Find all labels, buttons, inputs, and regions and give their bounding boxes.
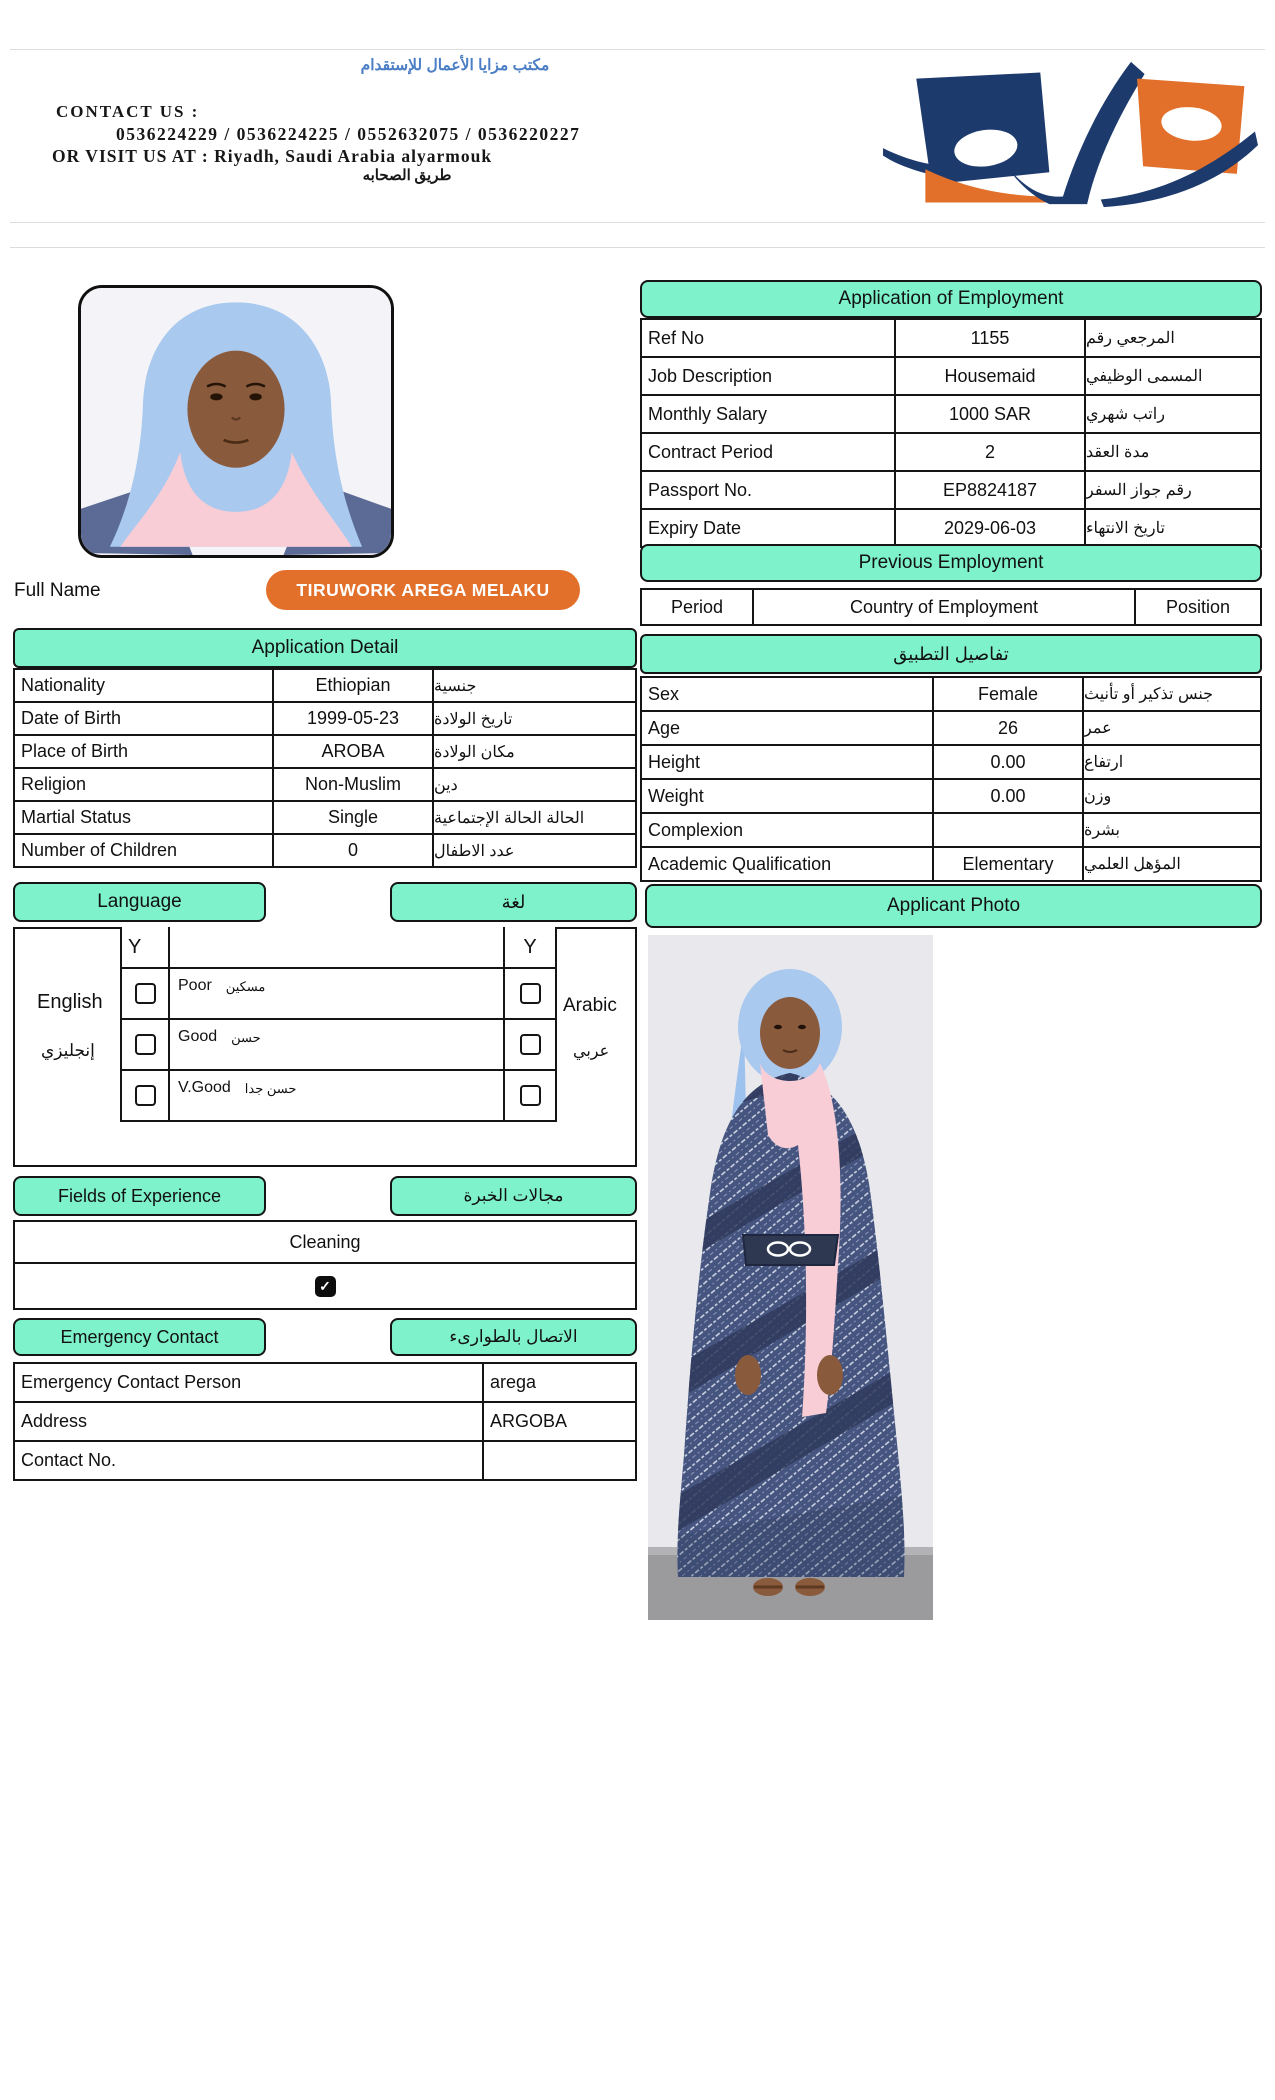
- english-vgood-checkbox[interactable]: [135, 1085, 156, 1106]
- field-label-arabic: مكان الولادة: [432, 736, 635, 767]
- language-box: [13, 927, 637, 1167]
- field-label-arabic: الحالة الحالة الإجتماعية: [432, 802, 635, 833]
- contact-phones: 0536224229 / 0536224225 / 0552632075 / 0536220227: [116, 124, 581, 144]
- level-label: Poor: [178, 977, 212, 994]
- field-label: Height: [648, 751, 701, 772]
- level-label: V.Good: [178, 1079, 231, 1096]
- field-value: arega: [482, 1364, 635, 1401]
- field-value: Female: [932, 678, 1082, 710]
- english-language-label: English: [37, 991, 103, 1013]
- header-divider-1: [10, 222, 1265, 223]
- field-value: 0.00: [932, 746, 1082, 778]
- field-label: Martial Status: [21, 807, 132, 827]
- level-label-cell: [168, 1020, 503, 1069]
- table-row: [642, 710, 1260, 744]
- field-label-arabic: جنس تذكير أو تأنيث: [1082, 678, 1260, 710]
- table-row: [15, 1401, 635, 1440]
- application-detail-table-right: [640, 676, 1262, 882]
- experience-checkbox-checked[interactable]: ✓: [315, 1276, 336, 1297]
- table-row: [642, 432, 1260, 470]
- field-label-arabic: عدد الاطفال: [432, 835, 635, 866]
- field-label-arabic: وزن: [1082, 780, 1260, 812]
- field-label: Date of Birth: [21, 708, 122, 728]
- applicant-fullbody-photo: [648, 935, 933, 1620]
- field-label: Weight: [648, 785, 704, 806]
- fullbody-graphic: [648, 935, 933, 1620]
- field-label: Monthly Salary: [648, 403, 768, 424]
- field-value: Elementary: [932, 848, 1082, 880]
- experience-field: Cleaning: [289, 1231, 361, 1252]
- field-label-arabic: رقم جواز السفر: [1084, 472, 1260, 508]
- arabic-vgood-cell: [503, 1071, 555, 1120]
- agency-name-arabic: مكتب مزايا الأعمال للإستقدام: [360, 57, 550, 74]
- experience-table: [13, 1220, 637, 1310]
- application-detail-table: [13, 668, 637, 868]
- field-value: Single: [272, 802, 432, 833]
- table-row: [15, 833, 635, 866]
- level-label: Good: [178, 1028, 218, 1045]
- table-row: [642, 744, 1260, 778]
- language-level-row: [122, 1018, 555, 1069]
- arabic-vgood-checkbox[interactable]: [520, 1085, 541, 1106]
- field-label: Emergency Contact Person: [21, 1372, 242, 1392]
- english-language-label-arabic: إنجليزي: [41, 1041, 95, 1060]
- field-value: 1155: [894, 320, 1084, 356]
- field-label-arabic: مدة العقد: [1084, 434, 1260, 470]
- agency-logo: [880, 52, 1258, 214]
- table-row: [642, 678, 1260, 710]
- field-label-arabic: ارتفاع: [1082, 746, 1260, 778]
- language-header-ar: لغة: [390, 882, 637, 922]
- level-label-cell: [168, 1071, 503, 1120]
- field-label: Complexion: [648, 819, 744, 840]
- language-table-header-row: [122, 927, 555, 967]
- field-label: Contract Period: [648, 441, 774, 462]
- english-yes-column-header: Y: [128, 935, 142, 958]
- table-row: [15, 1364, 635, 1401]
- field-label-arabic: تاريخ الانتهاء: [1084, 510, 1260, 546]
- field-label-arabic: المؤهل العلمي: [1082, 848, 1260, 880]
- employment-table: [640, 318, 1262, 548]
- table-row: [642, 778, 1260, 812]
- level-label-arabic: حسن جدا: [244, 1081, 297, 1096]
- language-header-en: Language: [13, 882, 266, 922]
- table-row: [642, 470, 1260, 508]
- applicant-photo-header: Applicant Photo: [645, 884, 1262, 928]
- agency-logo-graphic: [880, 52, 1258, 214]
- field-label: Number of Children: [21, 840, 178, 860]
- visit-address: OR VISIT US AT : Riyadh, Saudi Arabia alyarmouk: [52, 146, 493, 166]
- table-row: [642, 812, 1260, 846]
- previous-employment-table: [640, 588, 1262, 626]
- header-divider-2: [10, 247, 1265, 248]
- field-label-arabic: المسمى الوظيفي: [1084, 358, 1260, 394]
- experience-field-row: [15, 1222, 635, 1262]
- field-value: 0: [272, 835, 432, 866]
- field-value: [932, 814, 1082, 846]
- field-value: 2: [894, 434, 1084, 470]
- language-level-row: [122, 1069, 555, 1120]
- contact-us-label: CONTACT US :: [56, 102, 200, 121]
- field-value: AROBA: [272, 736, 432, 767]
- field-label: Address: [21, 1411, 88, 1431]
- field-value: 0.00: [932, 780, 1082, 812]
- application-detail-header: Application Detail: [13, 628, 637, 668]
- field-label: Nationality: [21, 675, 106, 695]
- field-value: Non-Muslim: [272, 769, 432, 800]
- field-value: 26: [932, 712, 1082, 744]
- field-value: Housemaid: [894, 358, 1084, 394]
- english-good-cell: [122, 1020, 168, 1069]
- field-value: ARGOBA: [482, 1403, 635, 1440]
- field-label-arabic: راتب شهري: [1084, 396, 1260, 432]
- experience-check-row: [15, 1262, 635, 1308]
- application-detail-header-arabic: تفاصيل التطبيق: [640, 634, 1262, 674]
- arabic-language-label: Arabic: [563, 995, 617, 1016]
- column-header-period: Period: [670, 596, 724, 617]
- table-row: [642, 846, 1260, 880]
- applicant-portrait-photo: [78, 285, 394, 558]
- field-label: Contact No.: [21, 1450, 117, 1470]
- field-label: Ref No: [648, 327, 705, 348]
- experience-header-ar: مجالات الخبرة: [390, 1176, 637, 1216]
- arabic-language-label-arabic: عربي: [573, 1043, 610, 1060]
- field-label: Sex: [648, 683, 680, 704]
- top-divider: [10, 49, 1265, 50]
- table-row: [15, 670, 635, 701]
- level-spacer-cell: [168, 927, 503, 967]
- english-poor-checkbox[interactable]: [135, 983, 156, 1004]
- field-label-arabic: تاريخ الولادة: [432, 703, 635, 734]
- level-label-arabic: حسن: [231, 1030, 261, 1045]
- language-levels-table: [120, 927, 557, 1122]
- table-row: [15, 701, 635, 734]
- table-row: [642, 320, 1260, 356]
- english-vgood-cell: [122, 1071, 168, 1120]
- arabic-poor-checkbox[interactable]: [520, 983, 541, 1004]
- field-value: EP8824187: [894, 472, 1084, 508]
- field-value: Ethiopian: [272, 670, 432, 701]
- field-label: Place of Birth: [21, 741, 129, 761]
- full-name-value: TIRUWORK AREGA MELAKU: [266, 570, 580, 610]
- emergency-table: [13, 1362, 637, 1481]
- experience-check-cell: [15, 1264, 635, 1308]
- employment-section-header: Application of Employment: [640, 280, 1262, 318]
- field-label: Expiry Date: [648, 517, 742, 538]
- table-row: [642, 508, 1260, 546]
- table-row: [642, 394, 1260, 432]
- field-label-arabic: جنسية: [432, 670, 635, 701]
- column-header-country: Country of Employment: [752, 590, 1134, 624]
- table-header-row: [642, 590, 1260, 624]
- visit-address-arabic: طريق الصحابه: [362, 168, 452, 184]
- language-level-row: [122, 967, 555, 1018]
- level-label-cell: [168, 969, 503, 1018]
- level-label-arabic: مسكين: [225, 979, 266, 994]
- field-value: [482, 1442, 635, 1479]
- previous-employment-header: Previous Employment: [640, 544, 1262, 582]
- field-label: Academic Qualification: [648, 853, 832, 874]
- table-row: [15, 800, 635, 833]
- column-header-position: Position: [1134, 590, 1260, 624]
- field-label-arabic: دين: [432, 769, 635, 800]
- english-poor-cell: [122, 969, 168, 1018]
- table-row: [15, 767, 635, 800]
- table-row: [642, 356, 1260, 394]
- field-label: Passport No.: [648, 479, 753, 500]
- emergency-header-ar: الاتصال بالطوارىء: [390, 1318, 637, 1356]
- english-good-checkbox[interactable]: [135, 1034, 156, 1055]
- arabic-poor-cell: [503, 969, 555, 1018]
- field-label: Religion: [21, 774, 87, 794]
- table-row: [15, 1440, 635, 1479]
- portrait-graphic: [81, 288, 391, 555]
- field-label-arabic: عمر: [1082, 712, 1260, 744]
- emergency-header-en: Emergency Contact: [13, 1318, 266, 1356]
- field-label: Age: [648, 717, 681, 738]
- experience-header-en: Fields of Experience: [13, 1176, 266, 1216]
- field-label: Job Description: [648, 365, 773, 386]
- arabic-yes-column-header: Y: [503, 927, 555, 967]
- field-label-arabic: بشرة: [1082, 814, 1260, 846]
- arabic-good-checkbox[interactable]: [520, 1034, 541, 1055]
- field-value: 1999-05-23: [272, 703, 432, 734]
- field-value: 1000 SAR: [894, 396, 1084, 432]
- arabic-good-cell: [503, 1020, 555, 1069]
- full-name-label: Full Name: [14, 580, 101, 601]
- field-value: 2029-06-03: [894, 510, 1084, 546]
- table-row: [15, 734, 635, 767]
- field-label-arabic: المرجعي رقم: [1084, 320, 1260, 356]
